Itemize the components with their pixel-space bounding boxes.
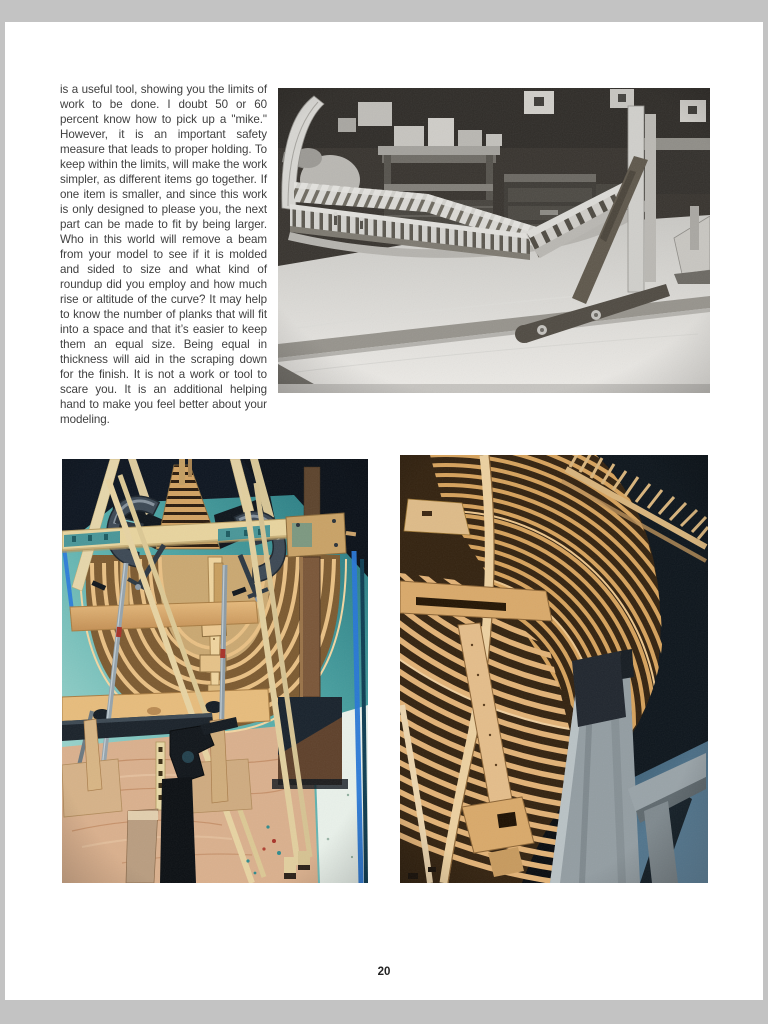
- photo-hull-framing-illustration: [400, 455, 708, 883]
- photo-clamped-hull-illustration: [62, 459, 368, 883]
- vignette-overlay: [400, 455, 708, 883]
- photo-hull-framing: [400, 455, 708, 883]
- article-paragraph: is a useful tool, showing you the limits of work to be done. I doubt 50 or 60 percent know how to pick up a "mike." However, it is an important safety measure that leads to proper holding. To keep within the limits, will make the work simpler, as different items go together. If one item is smaller, and since this work is only designed to please you, the next part can be made to fit by being larger. Who in this world will remove a beam from your model to see if it is molded and sided to size and what kind of roundup did you employ and how much rise or altitude of the curve? It may help to know the number of planks that will fit into a space and that it’s easier to keep them an equal size. Being equal in thickness will aid in the scraping down for the finish. It is not a work or tool to scare you. It is an additional helping hand to make you feel better about your modeling.: [60, 83, 267, 426]
- page-number: 20: [377, 966, 391, 978]
- photo-clamped-hull: [62, 459, 368, 883]
- scanned-page: [5, 22, 763, 1000]
- photo-workshop-bw-illustration: [278, 88, 710, 393]
- vignette-overlay: [62, 459, 368, 883]
- article-text-column: [60, 82, 267, 427]
- photo-workshop-bw: [278, 88, 710, 393]
- vignette-overlay: [278, 88, 710, 393]
